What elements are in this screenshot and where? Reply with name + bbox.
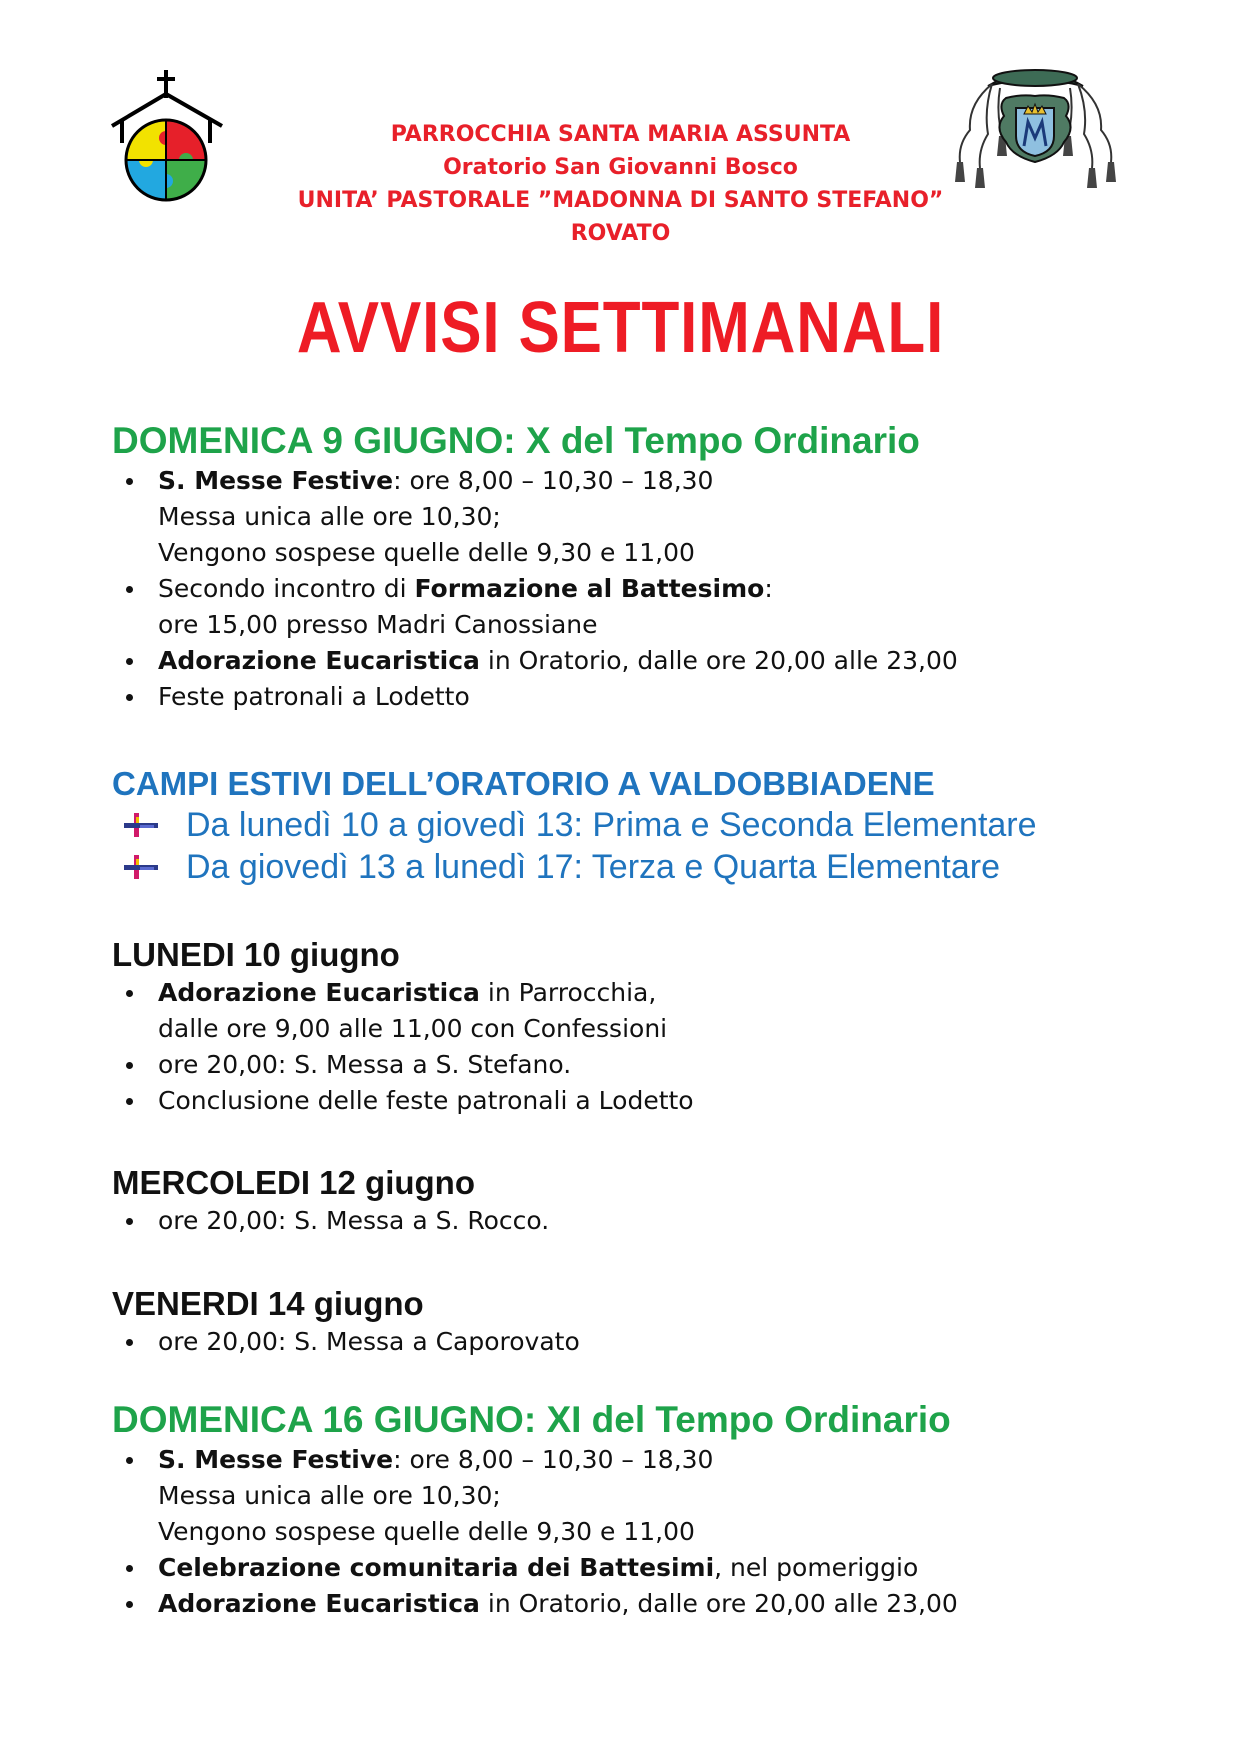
- list-item: [112, 1203, 1222, 1239]
- item-text: Feste patronali a Lodetto: [158, 682, 470, 711]
- section-title: LUNEDI 10 giugno: [112, 936, 400, 973]
- section-title: VENERDI 14 giugno: [112, 1285, 424, 1322]
- item-list: [112, 1203, 1222, 1239]
- item-list: [112, 975, 1222, 1119]
- item-bold: S. Messe Festive: [158, 466, 394, 495]
- section-title: MERCOLEDI 12 giugno: [112, 1164, 475, 1201]
- item-bold: Adorazione Eucaristica: [158, 978, 480, 1007]
- oratory-name: Oratorio San Giovanni Bosco: [443, 155, 798, 180]
- arrow-bullet-icon: [124, 855, 158, 879]
- section-title: DOMENICA 9 GIUGNO: X del Tempo Ordinario: [112, 420, 920, 461]
- item-bold: S. Messe Festive: [158, 1445, 394, 1474]
- item-list: [112, 1442, 1222, 1622]
- item-text: ore 20,00: S. Messa a S. Stefano.: [158, 1050, 572, 1079]
- item-text: in Parrocchia,: [479, 978, 657, 1007]
- section-summer-camps: [112, 764, 1222, 888]
- item-bold: Celebrazione comunitaria dei Battesimi: [158, 1553, 715, 1582]
- item-text: Secondo incontro di: [158, 574, 415, 603]
- list-item: [112, 804, 1222, 846]
- parish-header: [0, 118, 1241, 250]
- list-item: [112, 975, 1222, 1047]
- list-item: [112, 679, 1222, 715]
- arrow-bullet-icon: [124, 813, 158, 837]
- item-bold: Formazione al Battesimo: [414, 574, 765, 603]
- item-line: ore 15,00 presso Madri Canossiane: [158, 610, 598, 639]
- item-text: ore 20,00: S. Messa a Caporovato: [158, 1327, 580, 1356]
- list-item: [112, 1047, 1222, 1083]
- section-sunday-9: [112, 419, 1222, 715]
- item-line: Vengono sospese quelle delle 9,30 e 11,00: [158, 1517, 695, 1546]
- item-list: [112, 463, 1222, 715]
- item-bold: Adorazione Eucaristica: [158, 646, 480, 675]
- item-bold: Adorazione Eucaristica: [158, 1589, 480, 1618]
- section-monday-10: [112, 935, 1222, 1119]
- section-friday-14: [112, 1284, 1222, 1360]
- item-line: dalle ore 9,00 alle 11,00 con Confessioni: [158, 1014, 668, 1043]
- town-name: ROVATO: [570, 221, 671, 246]
- camp-text: Da lunedì 10 a giovedì 13: Prima e Seconda Elementare: [186, 806, 1037, 844]
- item-text: in Oratorio, dalle ore 20,00 alle 23,00: [479, 1589, 958, 1618]
- camp-text: Da giovedì 13 a lunedì 17: Terza e Quarta Elementare: [186, 848, 1000, 886]
- item-text: , nel pomeriggio: [714, 1553, 919, 1582]
- parish-name: PARROCCHIA SANTA MARIA ASSUNTA: [390, 122, 851, 147]
- item-text: in Oratorio, dalle ore 20,00 alle 23,00: [479, 646, 958, 675]
- item-line: Vengono sospese quelle delle 9,30 e 11,00: [158, 538, 695, 567]
- list-item: [112, 1083, 1222, 1119]
- list-item: [112, 1324, 1222, 1360]
- item-line: Messa unica alle ore 10,30;: [158, 502, 501, 531]
- list-item: [112, 463, 1222, 571]
- item-line: Messa unica alle ore 10,30;: [158, 1481, 501, 1510]
- list-item: [112, 846, 1222, 888]
- list-item: [112, 1586, 1222, 1622]
- camp-list: [112, 804, 1222, 888]
- item-text: Conclusione delle feste patronali a Lodetto: [158, 1086, 694, 1115]
- section-title: DOMENICA 16 GIUGNO: XI del Tempo Ordinario: [112, 1399, 951, 1440]
- item-text: ore 20,00: S. Messa a S. Rocco.: [158, 1206, 550, 1235]
- page-title: AVVISI SETTIMANALI: [296, 288, 945, 368]
- section-wednesday-12: [112, 1163, 1222, 1239]
- list-item: [112, 571, 1222, 643]
- item-text: : ore 8,00 – 10,30 – 18,30: [393, 1445, 714, 1474]
- list-item: [112, 643, 1222, 679]
- pastoral-unit: UNITA’ PASTORALE ”MADONNA DI SANTO STEFANO”: [297, 188, 944, 213]
- item-text: :: [764, 574, 773, 603]
- list-item: [112, 1442, 1222, 1550]
- section-sunday-16: [112, 1398, 1222, 1622]
- section-title: CAMPI ESTIVI DELL’ORATORIO A VALDOBBIADENE: [112, 765, 935, 802]
- item-text: : ore 8,00 – 10,30 – 18,30: [393, 466, 714, 495]
- item-list: [112, 1324, 1222, 1360]
- list-item: [112, 1550, 1222, 1586]
